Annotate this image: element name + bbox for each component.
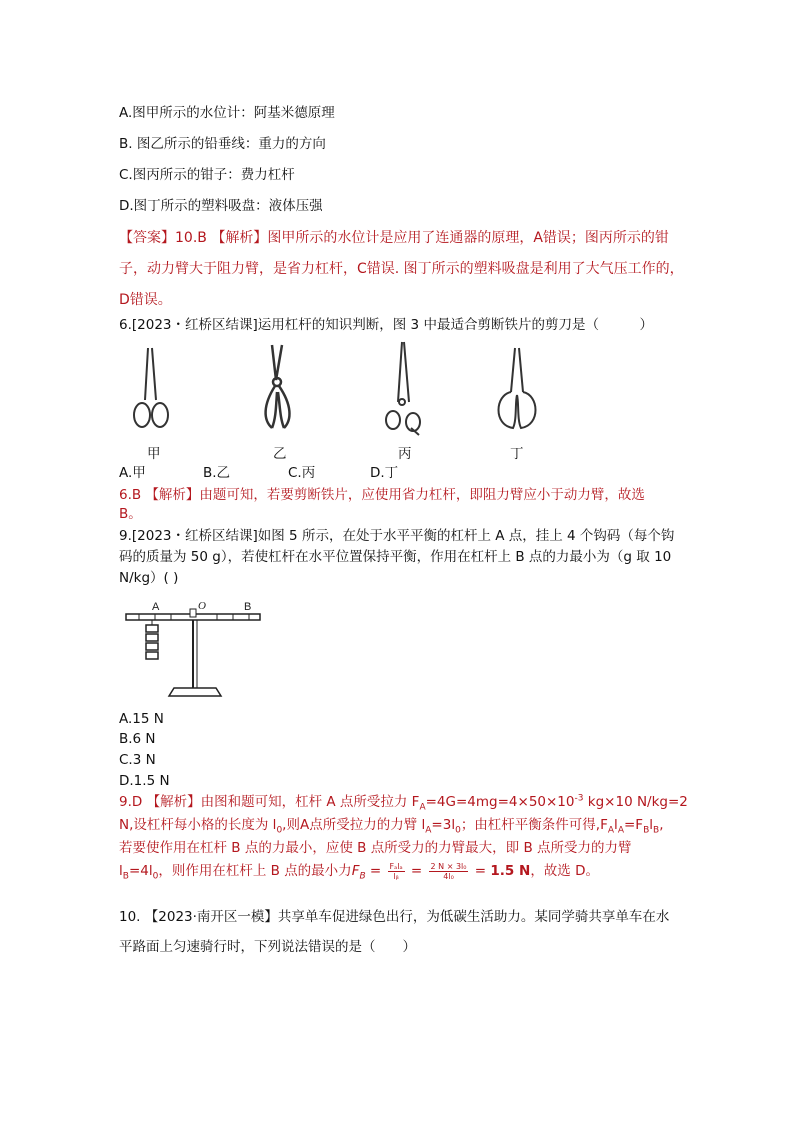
option-c: C.图丙所示的钳子：费力杠杆 [119, 167, 295, 183]
answer-line-2: 子，动力臂大于阻力臂，是省力杠杆，C错误. 图丁所示的塑料吸盘是利用了大气压工作的， [119, 261, 684, 277]
label-ding: 丁 [510, 446, 524, 462]
answer-line-3: D错误。 [119, 292, 172, 308]
q6-option-d: D.丁 [370, 465, 399, 481]
q9-answer-line-3: 若要使作用在杠杆 B 点的力最小，应使 B 点所受力的力臂最大，即 B 点所受力的力臂 [119, 840, 632, 856]
q9-option-c: C.3 N [119, 752, 156, 768]
q9-option-a: A.15 N [119, 711, 164, 727]
q9-answer-line-2: N,设杠杆每小格的长度为 $l_0$,则A点所受拉力的力臂 $l_A=3l_0$；由杠杆平衡条件可得$,F_Al_A=F_Bl_B$, [119, 817, 664, 836]
q6-answer-line-2: B。 [119, 506, 142, 522]
scissors-ding-icon [499, 348, 536, 428]
lever-label-a: A [152, 601, 160, 613]
q9-line-3: N/kg）( ) [119, 570, 179, 586]
label-bing: 丙 [398, 446, 412, 462]
pliers-yi-icon [266, 345, 290, 428]
q6-option-c: C.丙 [288, 465, 316, 481]
option-a: A.图甲所示的水位计：阿基米德原理 [119, 105, 335, 121]
q9-line-2: 码的质量为 50 g），若使杠杆在水平位置保持平衡，作用在杠杆上 B 点的力最小为（g 取 10 [119, 549, 672, 565]
answer-line-1: 【答案】10.B 【解析】图甲所示的水位计是应用了连通器的原理，A错误；图丙所示的钳 [119, 230, 669, 246]
q9-option-b: B.6 N [119, 731, 156, 747]
q6-option-a: A.甲 [119, 465, 146, 481]
scissors-figure [128, 340, 548, 440]
q6-answer-line-1: 6.B 【解析】由题可知，若要剪断铁片，应使用省力杠杆，即阻力臂应小于动力臂，故选 [119, 487, 645, 503]
q10-line-1: 10. 【2023·南开区一模】共享单车促进绿色出行，为低碳生活助力。某同学骑共享单车在水 [119, 909, 670, 925]
q6-option-b: B.乙 [203, 465, 231, 481]
fraction-1: $\frac{\text{Fₐlₐ}}{\text{lᵦ}}$ [389, 861, 403, 881]
question-6: 6.[2023・红桥区结课]运用杠杆的知识判断，图 3 中最适合剪断铁片的剪刀是（ ） [119, 317, 653, 333]
scissors-jia-icon [134, 348, 168, 427]
fraction-2: $\frac{\text{2 N × 3l₀}}{\text{4l₀}}$ [430, 861, 467, 881]
q10-line-2: 平路面上匀速骑行时，下列说法错误的是（ ） [119, 939, 416, 955]
label-yi: 乙 [273, 446, 287, 462]
lever-label-b: B [244, 601, 252, 613]
option-d: D.图丁所示的塑料吸盘：液体压强 [119, 198, 323, 214]
label-jia: 甲 [147, 446, 161, 462]
option-b: B. 图乙所示的铅垂线：重力的方向 [119, 136, 326, 152]
scissors-bing-icon [386, 342, 420, 435]
q9-line-1: 9.[2023・红桥区结课]如图 5 所示，在处于水平平衡的杠杆上 A 点，挂上 4 个钩码（每个钩 [119, 528, 675, 544]
q9-option-d: D.1.5 N [119, 773, 170, 789]
q9-answer-line-1: 9.D 【解析】由图和题可知，杠杆 A 点所受拉力 $F_A=4G=4mg=4\times 50\times 10^{-3}$ kg×10 N/kg=2 [119, 793, 688, 813]
q9-answer-line-4: $l_B=4l_0$，则作用在杠杆上 B 点的最小力$F_B$ = $\frac{\text{Fₐlₐ}}{\text{lᵦ}}$ = $\frac{\text{2 N × 3l₀}}{\text{4l₀}}$ = 1.5 N，故选 D。 [119, 861, 599, 882]
lever-figure [124, 598, 274, 708]
lever-label-o: O [198, 600, 206, 612]
